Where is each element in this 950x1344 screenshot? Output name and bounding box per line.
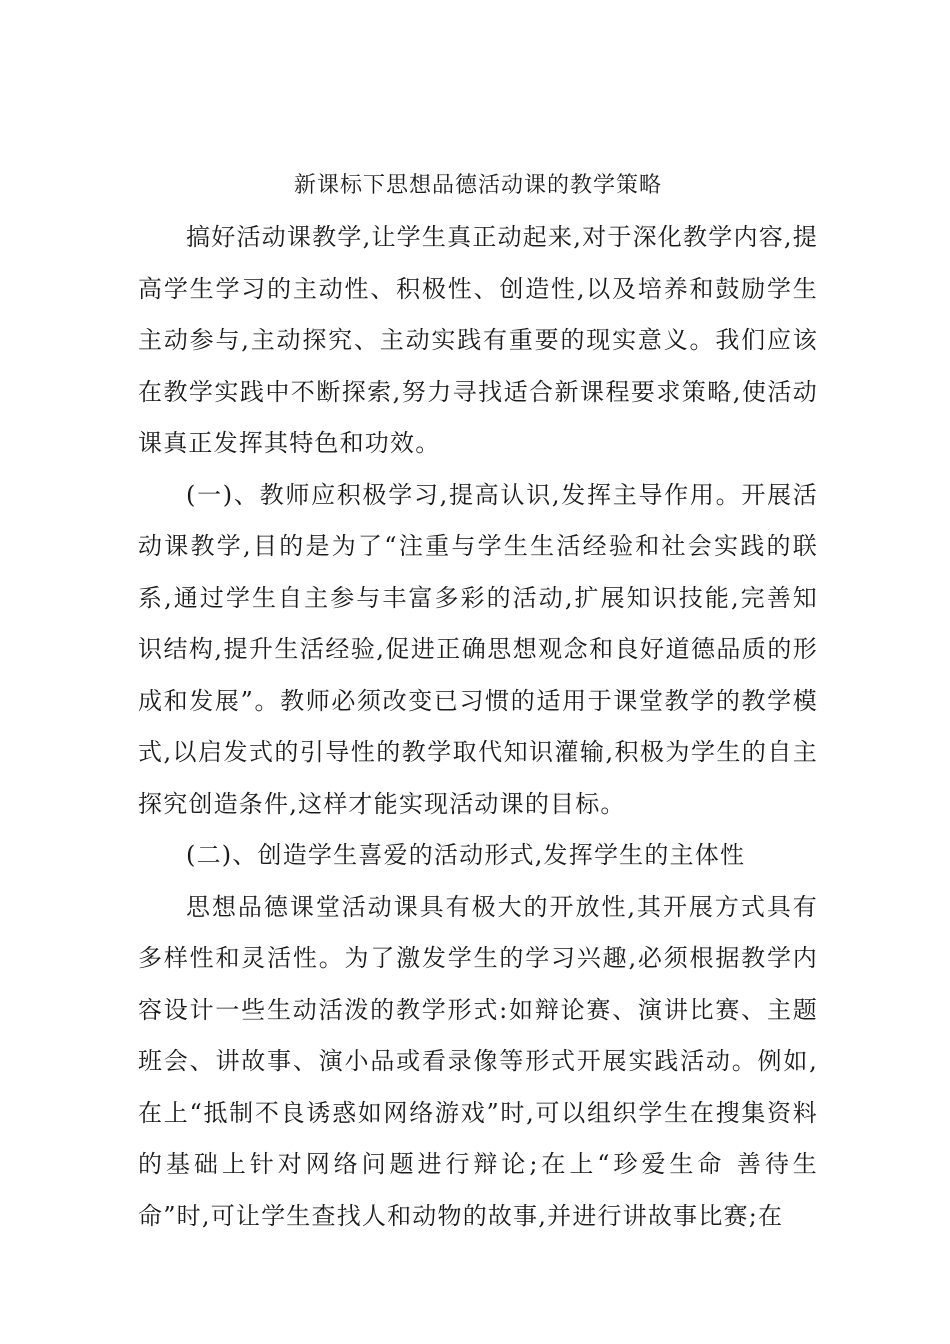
paragraph-intro: 搞好活动课教学,让学生真正动起来,对于深化教学内容,提高学生学习的主动性、积极性、创造性,以及培养和鼓励学生主动参与,主动探究、主动实践有重要的现实意义。我们应该在教学实践中不断探索,努力寻找适合新课程要求策略,使活动课真正发挥其特色和功效。 xyxy=(138,223,818,457)
document-title: 新课标下思想品德活动课的教学策略 xyxy=(293,173,662,198)
paragraph-section-2-body: 思想品德课堂活动课具有极大的开放性,其开展方式具有多样性和灵活性。为了激发学生的学习兴趣,必须根据教学内容设计一些生动活泼的教学形式:如辩论赛、演讲比赛、主题班会、讲故事、演小品或看录像等形式开展实践活动。例如,在上“抵制不良诱惑如网络游戏”时,可以组织学生在搜集资料的基础上针对网络问题进行辩论;在上“珍爱生命 善待生命”时,可让学生查找人和动物的故事,并进行讲故事比赛;在 xyxy=(138,892,818,1230)
document-page xyxy=(138,168,818,1242)
paragraph-section-1: (一)、教师应积极学习,提高认识,发挥主导作用。开展活动课教学,目的是为了“注重与学生生活经验和社会实践的联系,通过学生自主参与丰富多彩的活动,扩展知识技能,完善知识结构,提升生活经验,促进正确思想观念和良好道德品质的形成和发展”。教师必须改变已习惯的适用于课堂教学的教学模式,以启发式的引导性的教学取代知识灌输,积极为学生的自主探究创造条件,这样才能实现活动课的目标。 xyxy=(138,480,818,818)
paragraph-section-2-heading: (二)、创造学生喜爱的活动形式,发挥学生的主体性 xyxy=(186,841,746,869)
